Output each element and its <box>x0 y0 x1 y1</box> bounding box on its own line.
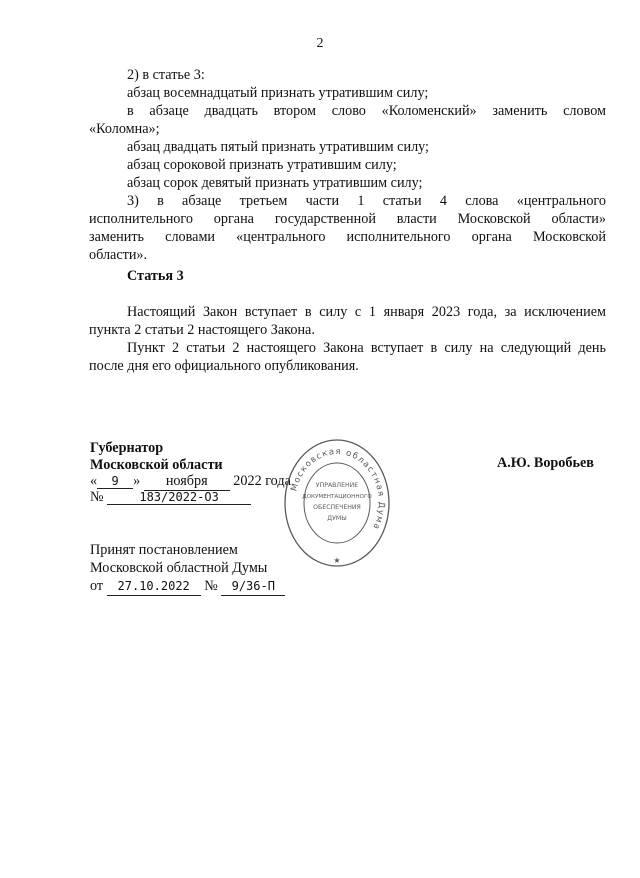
text-line: Пункт 2 статьи 2 настоящего Закона вступает в силу на следующий день <box>127 340 606 356</box>
law-number <box>90 489 251 506</box>
amendments-list <box>89 66 606 264</box>
stamp-star-icon: ★ <box>333 556 341 565</box>
quote-open: « <box>90 473 98 489</box>
text-line: Настоящий Закон вступает в силу с 1 января 2023 года, за исключением <box>127 304 606 320</box>
article-heading: Статья 3 <box>127 268 184 284</box>
adoption-ref <box>90 577 285 596</box>
stamp-text-line: ДОКУМЕНТАЦИОННОГО <box>302 494 372 500</box>
adoption-line: Московской областной Думы <box>90 560 268 576</box>
text-line: в абзаце двадцать втором слово «Коломенский» заменить словом <box>127 103 606 119</box>
number-label: № <box>90 489 104 505</box>
text-line: исполнительного органа государственной власти Московской области» <box>89 211 606 227</box>
signatory-name: А.Ю. Воробьев <box>497 455 594 471</box>
adoption-note <box>90 541 285 596</box>
stamp-text-line: УПРАВЛЕНИЕ <box>315 482 359 489</box>
adoption-number: 9/36-П <box>221 577 285 596</box>
signatory-title <box>90 440 223 474</box>
stamp-text-line: ДУМЫ <box>327 515 347 522</box>
stamp-outer-ring <box>285 440 389 566</box>
adoption-line: Принят постановлением <box>90 542 238 558</box>
number-label: № <box>204 578 218 594</box>
text-line: после дня его официального опубликования. <box>89 358 359 374</box>
text-line: области». <box>89 247 148 263</box>
page-number: 2 <box>316 36 324 51</box>
signatory-title-line: Губернатор <box>90 440 164 456</box>
text-line: абзац сорок девятый признать утратившим силу; <box>127 175 423 191</box>
law-number-value: 183/2022-ОЗ <box>107 490 251 505</box>
text-line: пункта 2 статьи 2 настоящего Закона. <box>89 322 315 338</box>
signing-day: 9 <box>97 474 133 489</box>
text-line: «Коломна»; <box>89 121 160 137</box>
text-line: 2) в статье 3: <box>127 67 205 83</box>
text-line: абзац двадцать пятый признать утратившим силу; <box>127 139 429 155</box>
stamp-ring-text: Московская областная Дума <box>289 446 387 532</box>
from-label: от <box>90 578 104 594</box>
text-line: абзац сороковой признать утратившим силу; <box>127 157 397 173</box>
text-line: 3) в абзаце третьем части 1 статьи 4 слова «центрального <box>127 193 606 209</box>
signatory-title-line: Московской области <box>90 457 223 473</box>
adoption-date: 27.10.2022 <box>107 577 201 596</box>
signing-year: 2022 года <box>233 473 291 489</box>
text-line: заменить словами «центрального исполнительного органа Московской <box>89 229 606 245</box>
text-line: абзац восемнадцатый признать утратившим силу; <box>127 85 429 101</box>
quote-close: » <box>133 473 141 489</box>
signing-month: ноября <box>144 473 230 491</box>
official-stamp <box>283 437 391 569</box>
stamp-text-line: ОБЕСПЕЧЕНИЯ <box>313 504 361 511</box>
article-body <box>89 303 606 375</box>
stamp-inner-ring <box>304 463 370 543</box>
